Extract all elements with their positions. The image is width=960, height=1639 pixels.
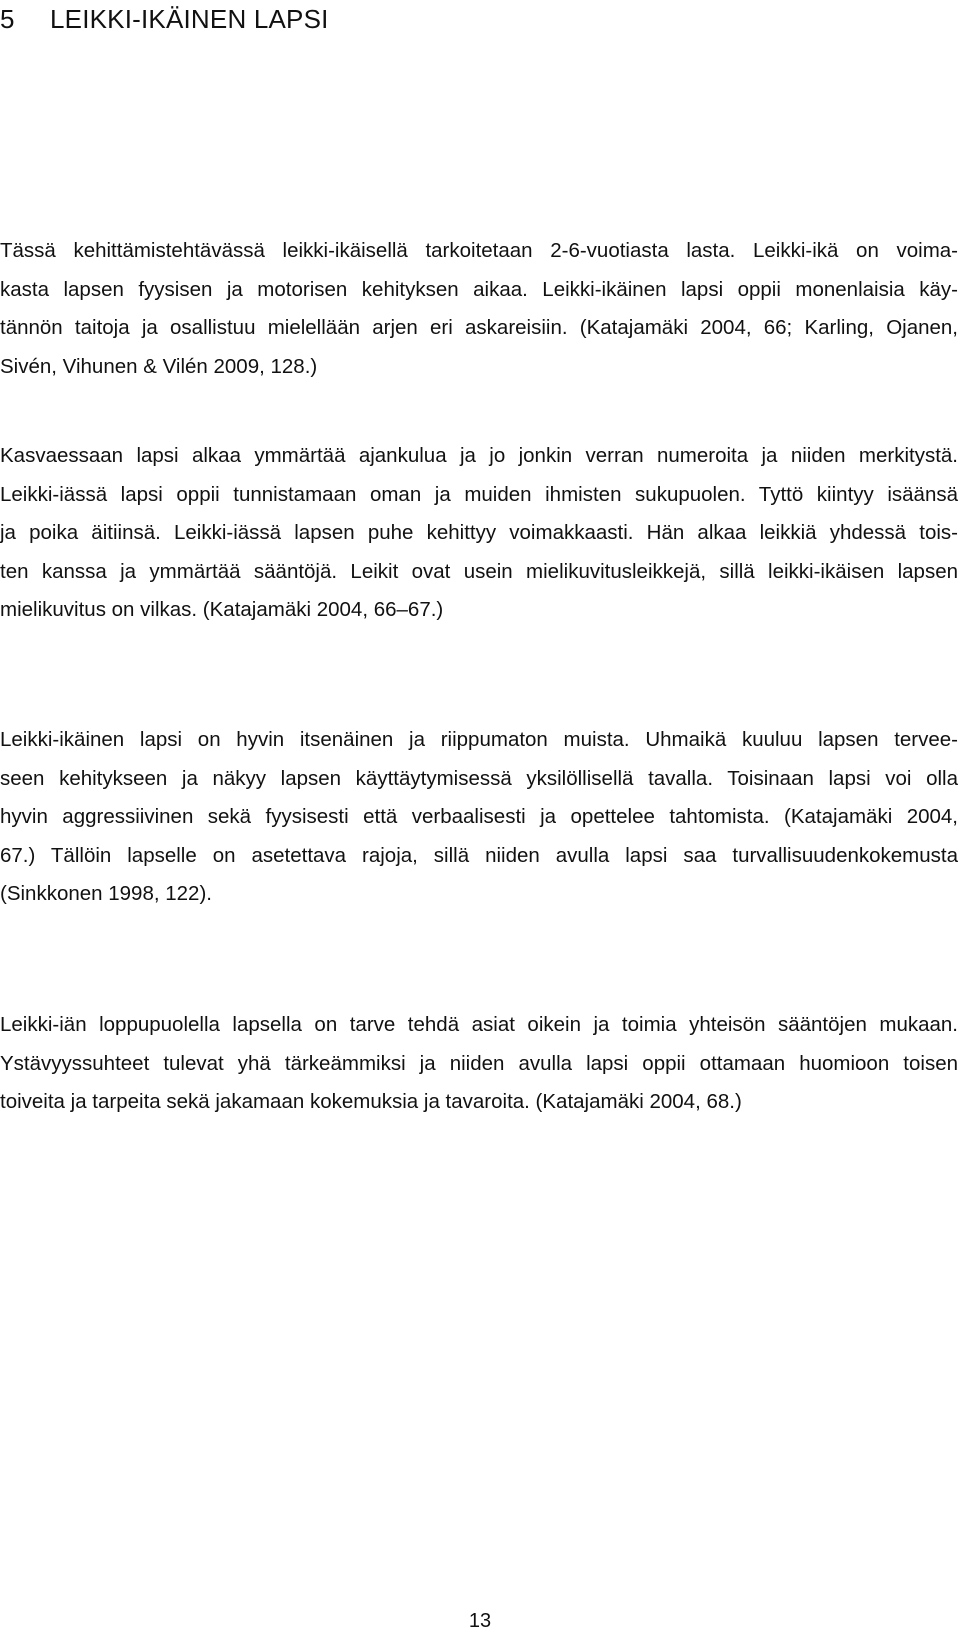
paragraph-line: hyvin aggressiivinen sekä fyysisesti että verbaalisesti ja opettelee tahtomista. (Katajamäki 2004, bbox=[0, 805, 958, 828]
paragraph-line: (Sinkkonen 1998, 122). bbox=[0, 882, 212, 905]
chapter-title: LEIKKI-IKÄINEN LAPSI bbox=[50, 4, 329, 34]
paragraph-line: tännön taitoja ja osallistuu mielellään arjen eri askareisiin. (Katajamäki 2004, 66; Karling, Ojanen, bbox=[0, 316, 958, 339]
paragraph-2 bbox=[0, 437, 958, 630]
paragraph-line: ja poika äitiinsä. Leikki-iässä lapsen puhe kehittyy voimakkaasti. Hän alkaa leikkiä yhdessä tois- bbox=[0, 521, 958, 544]
paragraph-line: Kasvaessaan lapsi alkaa ymmärtää ajankulua ja jo jonkin verran numeroita ja niiden merkitystä. bbox=[0, 444, 958, 467]
paragraph-line: 67.) Tällöin lapselle on asetettava rajoja, sillä niiden avulla lapsi saa turvallisuudenkokemusta bbox=[0, 843, 958, 867]
paragraph-line: mielikuvitus on vilkas. (Katajamäki 2004, 66–67.) bbox=[0, 598, 444, 621]
page-number: 13 bbox=[468, 1610, 492, 1632]
chapter-number: 5 bbox=[0, 4, 15, 34]
chapter-heading bbox=[0, 0, 329, 38]
paragraph-line: seen kehitykseen ja näkyy lapsen käyttäytymisessä yksilöllisellä tavalla. Toisinaan lapsi voi olla bbox=[0, 766, 958, 790]
paragraph-line: Tässä kehittämistehtävässä leikki-ikäisellä tarkoitetaan 2-6-vuotiasta lasta. Leikki-ikä on voima- bbox=[0, 239, 958, 262]
paragraph-3 bbox=[0, 721, 958, 914]
paragraph-line: toiveita ja tarpeita sekä jakamaan kokemuksia ja tavaroita. (Katajamäki 2004, 68.) bbox=[0, 1090, 742, 1113]
paragraph-line: kasta lapsen fyysisen ja motorisen kehityksen aikaa. Leikki-ikäinen lapsi oppii monenlaisia käy- bbox=[0, 277, 958, 301]
paragraph-line: Leikki-iässä lapsi oppii tunnistamaan oman ja muiden ihmisten sukupuolen. Tyttö kiintyy isäänsä bbox=[0, 482, 958, 506]
paragraph-1 bbox=[0, 232, 958, 386]
paragraph-line: ten kanssa ja ymmärtää sääntöjä. Leikit ovat usein mielikuvitusleikkejä, sillä leikki-ikäisen lapsen bbox=[0, 559, 958, 583]
paragraph-line: Ystävyyssuhteet tulevat yhä tärkeämmiksi ja niiden avulla lapsi oppii ottamaan huomioon toisen bbox=[0, 1051, 958, 1075]
paragraph-line: Leikki-iän loppupuolella lapsella on tarve tehdä asiat oikein ja toimia yhteisön sääntöjen mukaan. bbox=[0, 1013, 958, 1036]
paragraph-4 bbox=[0, 1006, 958, 1122]
paragraph-line: Leikki-ikäinen lapsi on hyvin itsenäinen ja riippumaton muista. Uhmaikä kuuluu lapsen tervee- bbox=[0, 728, 958, 751]
paragraph-line: Sivén, Vihunen & Vilén 2009, 128.) bbox=[0, 354, 318, 378]
